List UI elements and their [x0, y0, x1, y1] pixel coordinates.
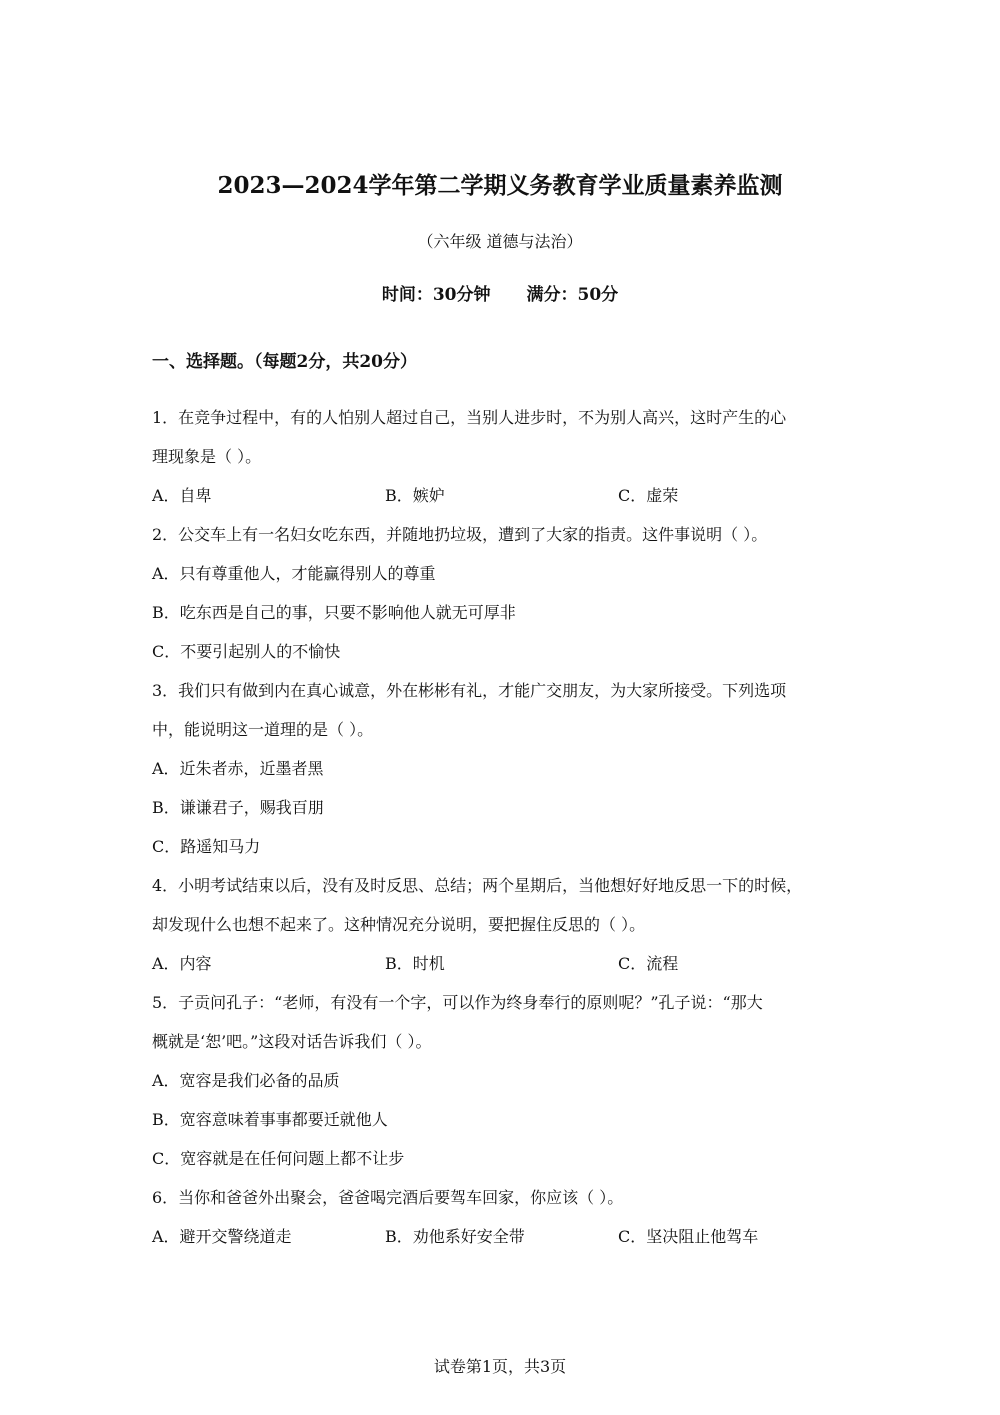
option-b: B．劝他系好安全带: [385, 1227, 525, 1246]
option-b: B．时机: [385, 954, 445, 973]
page-footer: 试卷第1页，共3页: [433, 1357, 567, 1376]
exam-title: 2023—2024学年第二学期义务教育学业质量素养监测: [217, 172, 783, 199]
options-row: [152, 476, 862, 515]
option-b: B．嫉妒: [385, 486, 445, 505]
option-b: B．吃东西是自己的事，只要不影响他人就无可厚非: [152, 603, 516, 622]
option-a: A．内容: [152, 954, 212, 973]
option-a: A．近朱者赤，近墨者黑: [152, 759, 324, 778]
option-c: C．虚荣: [618, 486, 679, 505]
option-c: C．流程: [618, 954, 679, 973]
option-c: C．不要引起别人的不愉快: [152, 642, 341, 661]
option-a: A．避开交警绕道走: [152, 1227, 292, 1246]
option-a: A．宽容是我们必备的品质: [152, 1071, 340, 1090]
option-c: C．坚决阻止他驾车: [618, 1227, 759, 1246]
question-3: [152, 671, 862, 866]
exam-full-score: 满分：50分: [526, 285, 619, 305]
question-5: [152, 983, 862, 1178]
exam-time-score: [0, 283, 1000, 307]
question-stem-line: 理现象是（ ）。: [152, 447, 262, 466]
options-row: [152, 944, 862, 983]
exam-subtitle: （六年级 道德与法治）: [417, 232, 583, 251]
question-stem-line: 4．小明考试结束以后，没有及时反思、总结；两个星期后，当他想好好地反思一下的时候，: [152, 876, 803, 895]
question-stem-line: 2．公交车上有一名妇女吃东西，并随地扔垃圾，遭到了大家的指责。这件事说明（ ）。: [152, 525, 768, 544]
questions-body: [152, 398, 862, 1256]
section-heading: 一、选择题。（每题2分，共20分）: [152, 352, 417, 372]
option-b: B．宽容意味着事事都要迁就他人: [152, 1110, 388, 1129]
question-stem-line: 中，能说明这一道理的是（ ）。: [152, 720, 374, 739]
question-4: [152, 866, 862, 983]
options-row: [152, 1217, 862, 1256]
question-6: [152, 1178, 862, 1256]
option-c: C．路遥知马力: [152, 837, 261, 856]
question-stem-line: 6．当你和爸爸外出聚会，爸爸喝完酒后要驾车回家，你应该（ ）。: [152, 1188, 624, 1207]
question-stem-line: 却发现什么也想不起来了。这种情况充分说明，要把握住反思的（ ）。: [152, 915, 646, 934]
option-a: A．只有尊重他人，才能赢得别人的尊重: [152, 564, 436, 583]
option-c: C．宽容就是在任何问题上都不让步: [152, 1149, 405, 1168]
option-b: B．谦谦君子，赐我百朋: [152, 798, 324, 817]
question-stem-line: 概就是‘恕’吧。”这段对话告诉我们（ ）。: [152, 1032, 432, 1051]
question-2: [152, 515, 862, 671]
exam-time: 时间：30分钟: [381, 285, 491, 305]
question-stem-line: 5．子贡问孔子：“老师，有没有一个字，可以作为终身奉行的原则呢？”孔子说：“那大: [152, 993, 763, 1012]
question-stem-line: 1．在竞争过程中，有的人怕别人超过自己，当别人进步时，不为别人高兴，这时产生的心: [152, 408, 787, 427]
question-stem-line: 3．我们只有做到内在真心诚意，外在彬彬有礼，才能广交朋友，为大家所接受。下列选项: [152, 681, 787, 700]
question-1: [152, 398, 862, 515]
option-a: A．自卑: [152, 486, 212, 505]
